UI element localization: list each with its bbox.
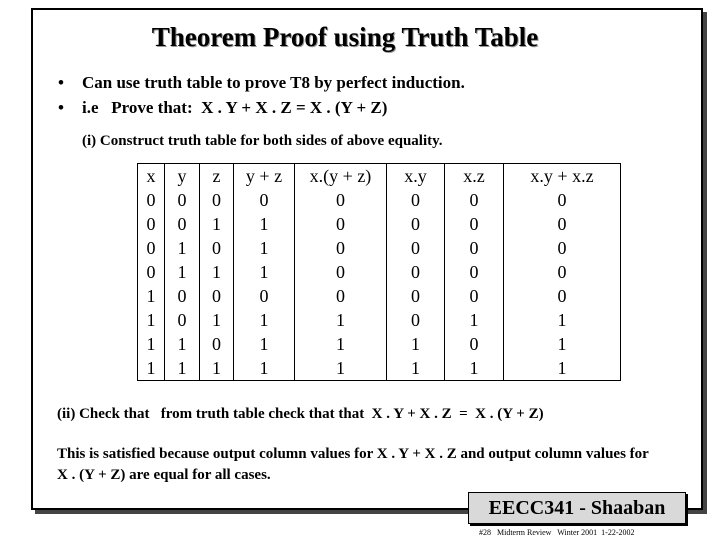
- table-cell: 0: [200, 284, 234, 308]
- table-cell: 1: [234, 332, 295, 356]
- table-cell: 0: [387, 284, 445, 308]
- table-cell: 0: [445, 284, 504, 308]
- bullet-list: [58, 70, 465, 120]
- truth-table: [137, 163, 621, 381]
- table-cell: 0: [200, 188, 234, 212]
- table-cell: 0: [504, 212, 621, 236]
- table-cell: 1: [234, 308, 295, 332]
- table-cell: 0: [138, 188, 165, 212]
- table-cell: 1: [138, 284, 165, 308]
- table-cell: 1: [200, 260, 234, 284]
- table-cell: 1: [234, 356, 295, 381]
- bullet-item: [58, 95, 465, 120]
- column-header-xy-plus-xz: x.y + x.z: [504, 164, 621, 189]
- truth-table-body: [138, 188, 621, 381]
- table-cell: 1: [234, 212, 295, 236]
- conclusion-text: This is satisfied because output column values for X . Y + X . Z and output column values for X . (Y + Z) are equal for all cases.: [57, 446, 649, 483]
- course-badge: EECC341 - Shaaban: [468, 492, 686, 524]
- table-cell: 1: [138, 308, 165, 332]
- bullet-item: [58, 70, 465, 95]
- bullet-marker: •: [58, 73, 64, 92]
- table-cell: 0: [295, 212, 387, 236]
- table-cell: 0: [295, 236, 387, 260]
- table-cell: 0: [445, 212, 504, 236]
- table-cell: 1: [445, 308, 504, 332]
- table-cell: 1: [504, 332, 621, 356]
- table-cell: 0: [295, 260, 387, 284]
- table-cell: 0: [387, 188, 445, 212]
- table-cell: 1: [295, 332, 387, 356]
- table-cell: 0: [445, 332, 504, 356]
- table-cell: 0: [200, 332, 234, 356]
- table-cell: 1: [138, 332, 165, 356]
- table-row: [138, 260, 621, 284]
- table-cell: 1: [165, 260, 200, 284]
- table-cell: 0: [387, 236, 445, 260]
- table-cell: 1: [295, 356, 387, 381]
- table-row: [138, 332, 621, 356]
- table-cell: 1: [295, 308, 387, 332]
- slide-title: Theorem Proof using Truth Table: [151, 22, 539, 52]
- table-cell: 0: [504, 284, 621, 308]
- table-cell: 1: [234, 236, 295, 260]
- bullet-marker: •: [58, 98, 64, 117]
- table-cell: 0: [165, 308, 200, 332]
- table-cell: 1: [504, 308, 621, 332]
- step-one-text: (i) Construct truth table for both sides of above equality.: [82, 133, 443, 149]
- table-cell: 0: [138, 260, 165, 284]
- column-header-x: x: [138, 164, 165, 189]
- table-cell: 0: [138, 212, 165, 236]
- table-cell: 0: [504, 236, 621, 260]
- slide-footer: #28 Midterm Review Winter 2001 1-22-2002: [479, 528, 635, 537]
- table-cell: 1: [234, 260, 295, 284]
- table-row: [138, 236, 621, 260]
- column-header-xy: x.y: [387, 164, 445, 189]
- table-cell: 0: [234, 284, 295, 308]
- table-cell: 1: [387, 332, 445, 356]
- table-row: [138, 188, 621, 212]
- table-header-row: [138, 164, 621, 189]
- table-cell: 0: [295, 188, 387, 212]
- table-cell: 0: [387, 260, 445, 284]
- table-cell: 1: [445, 356, 504, 381]
- table-cell: 0: [504, 260, 621, 284]
- table-cell: 0: [138, 236, 165, 260]
- table-cell: 1: [165, 332, 200, 356]
- table-cell: 0: [504, 188, 621, 212]
- table-cell: 0: [165, 212, 200, 236]
- table-cell: 0: [445, 236, 504, 260]
- table-cell: 0: [200, 236, 234, 260]
- column-header-z: z: [200, 164, 234, 189]
- table-row: [138, 356, 621, 381]
- column-header-y: y: [165, 164, 200, 189]
- table-cell: 1: [165, 356, 200, 381]
- table-cell: 0: [234, 188, 295, 212]
- table-cell: 0: [387, 308, 445, 332]
- table-cell: 1: [200, 356, 234, 381]
- column-header-xz: x.z: [445, 164, 504, 189]
- table-cell: 0: [295, 284, 387, 308]
- table-row: [138, 308, 621, 332]
- table-row: [138, 284, 621, 308]
- table-cell: 0: [445, 188, 504, 212]
- step-two-text: (ii) Check that from truth table check that that X . Y + X . Z = X . (Y + Z): [57, 406, 544, 422]
- column-header-y-plus-z: y + z: [234, 164, 295, 189]
- bullet-text: Can use truth table to prove T8 by perfect induction.: [82, 73, 465, 92]
- table-cell: 1: [200, 212, 234, 236]
- table-cell: 1: [200, 308, 234, 332]
- table-cell: 1: [138, 356, 165, 381]
- table-cell: 0: [165, 284, 200, 308]
- table-cell: 1: [165, 236, 200, 260]
- table-cell: 0: [445, 260, 504, 284]
- column-header-x-times-y-plus-z: x.(y + z): [295, 164, 387, 189]
- table-cell: 0: [165, 188, 200, 212]
- table-cell: 0: [387, 212, 445, 236]
- table-row: [138, 212, 621, 236]
- bullet-text: i.e Prove that: X . Y + X . Z = X . (Y + Z): [82, 98, 388, 117]
- table-cell: 1: [387, 356, 445, 381]
- table-cell: 1: [504, 356, 621, 381]
